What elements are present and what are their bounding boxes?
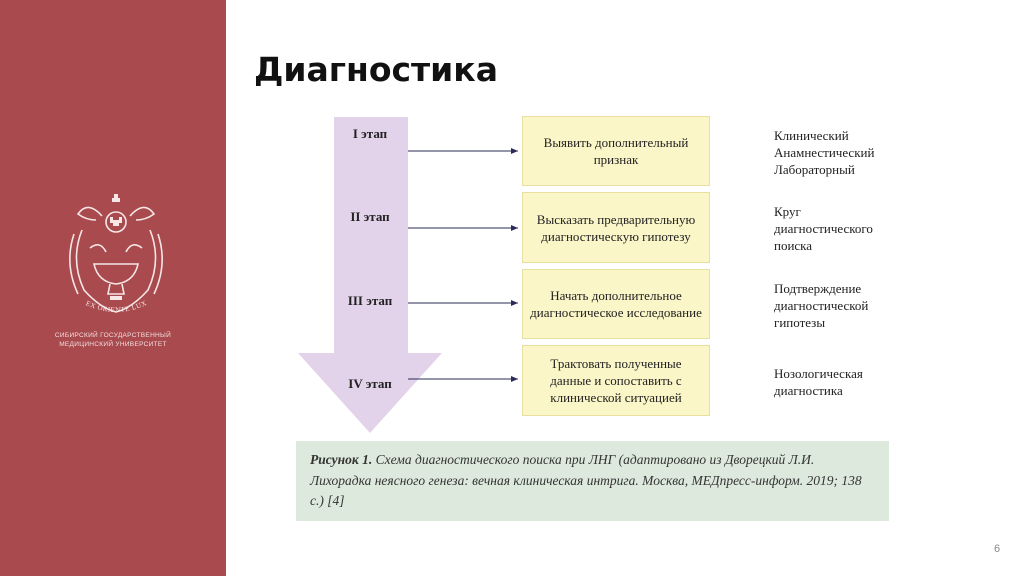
slide-title: Диагностика (254, 50, 498, 89)
sidebar (0, 0, 226, 576)
page-number: 6 (994, 543, 1001, 555)
note-line: диагностика (774, 383, 843, 398)
stage-notes-2 (774, 203, 914, 254)
stage-action-1: Выявить дополнительный признак (543, 135, 689, 167)
stage-box-3 (522, 269, 710, 339)
stage-box-1 (522, 116, 710, 186)
note-line: Подтверждение (774, 281, 862, 296)
stage-action-2: Высказать предварительную диагностическую гипотезу (536, 211, 696, 244)
university-line-1: СИБИРСКИЙ ГОСУДАРСТВЕННЫЙ (54, 332, 172, 339)
stage-label-2: II этап (350, 209, 390, 224)
stage-action-3: Начать дополнительное диагностическое исследование (530, 288, 702, 320)
note-line: гипотезы (774, 315, 826, 330)
stage-notes-3 (774, 280, 914, 331)
university-line-2: МЕДИЦИНСКИЙ УНИВЕРСИТЕТ (59, 341, 167, 348)
stage-notes-4 (774, 365, 914, 399)
figure-caption (296, 441, 889, 521)
note-line: поиска (774, 238, 813, 253)
svg-text:EX ORIENTE LUX (85, 299, 149, 314)
note-line: Анамнестический (774, 145, 875, 160)
note-line: Лабораторный (774, 162, 855, 177)
motto-text: EX ORIENTE LUX (84, 299, 149, 315)
stage-label-4: IV этап (348, 376, 392, 391)
university-name (0, 331, 226, 349)
stage-box-4 (522, 345, 710, 416)
stage-label-1: I этап (352, 126, 388, 141)
university-emblem-icon (60, 190, 172, 320)
note-line: Клинический (774, 128, 849, 143)
stage-label-3: III этап (347, 293, 393, 308)
year-text: 1888 (111, 289, 121, 294)
note-line: Нозологическая (774, 366, 863, 381)
note-line: Круг (774, 204, 801, 219)
caption-text: Схема диагностического поиска при ЛНГ (адаптировано из Дворецкий Л.И. Лихорадка неясного генеза: вечная клиническая интрига. Москва, МЕДпресс-информ. 2019; 138 с.) [4] (310, 452, 862, 508)
stage-action-4: Трактовать полученные данные и сопоставить с клинической ситуацией (550, 356, 682, 405)
note-line: диагностического (774, 221, 873, 236)
stage-box-2 (522, 192, 710, 263)
caption-label: Рисунок 1. (310, 452, 373, 467)
note-line: диагностической (774, 298, 869, 313)
stage-notes-1 (774, 127, 914, 178)
